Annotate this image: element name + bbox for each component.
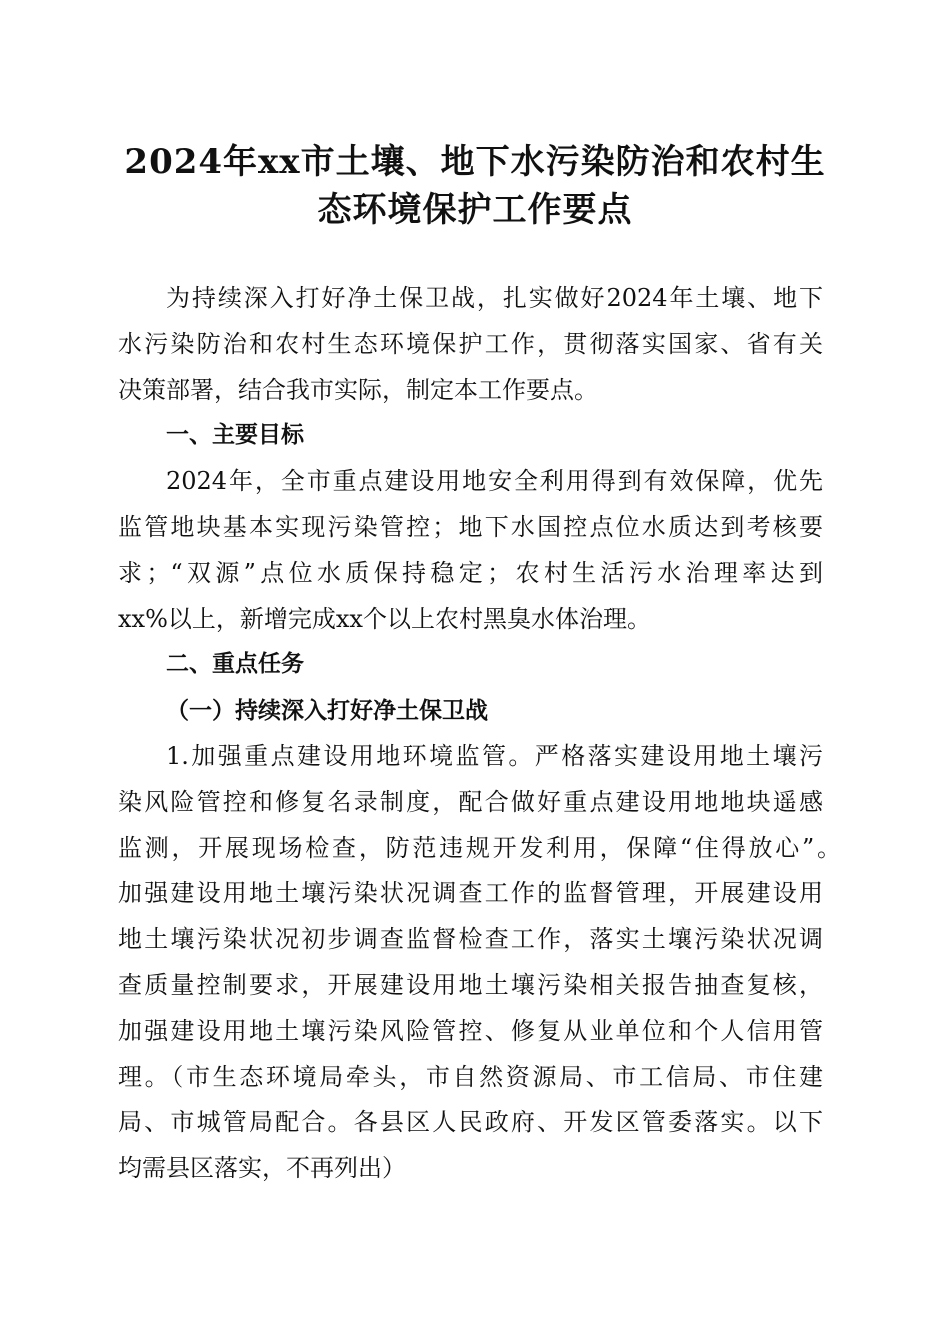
intro-paragraph	[118, 276, 823, 413]
title-line-2: 态环境保护工作要点	[317, 190, 633, 230]
task-paragraph	[118, 734, 841, 1192]
document-body	[118, 276, 841, 1192]
paragraph-line: 为持续深入打好净土保卫战，扎实做好2024年土壤、地下	[166, 284, 823, 312]
paragraph-line: xx%以上，新增完成xx个以上农村黑臭水体治理。	[118, 604, 651, 633]
goals-paragraph	[118, 459, 823, 642]
paragraph-line: 决策部署，结合我市实际，制定本工作要点。	[118, 375, 598, 404]
paragraph-line: 查质量控制要求，开展建设用地土壤污染相关报告抽查复核，	[118, 970, 823, 999]
paragraph-line: 求；“双源”点位水质保持稳定；农村生活污水治理率达到	[118, 558, 823, 587]
paragraph-line: 理。（市生态环境局牵头，市自然资源局、市工信局、市住建	[118, 1062, 823, 1091]
subsection-heading: （一）持续深入打好净土保卫战	[166, 697, 488, 725]
paragraph-line: 监管地块基本实现污染管控；地下水国控点位水质达到考核要	[118, 512, 823, 541]
paragraph-line: 地土壤污染状况初步调查监督检查工作，落实土壤污染状况调	[118, 925, 823, 954]
paragraph-line: 均需县区落实，不再列出）	[118, 1154, 406, 1183]
paragraph-line: 加强建设用地土壤污染状况调查工作的监督管理，开展建设用	[118, 879, 823, 908]
document-title	[100, 138, 850, 234]
paragraph-line: 2024年，全市重点建设用地安全利用得到有效保障，优先	[166, 467, 823, 496]
title-line-1: 2024年xx市土壤、地下水污染防治和农村生	[124, 142, 826, 182]
paragraph-line: 监测，开展现场检查，防范违规开发利用，保障“住得放心”。	[118, 833, 841, 862]
section-heading-tasks: 二、重点任务	[166, 651, 304, 678]
paragraph-line: 局、市城管局配合。各县区人民政府、开发区管委落实。以下	[118, 1108, 823, 1137]
paragraph-line: 染风险管控和修复名录制度，配合做好重点建设用地地块遥感	[118, 787, 823, 816]
paragraph-line: 水污染防治和农村生态环境保护工作，贯彻落实国家、省有关	[118, 329, 823, 358]
section-heading-goals: 一、主要目标	[166, 422, 304, 449]
paragraph-line: 加强建设用地土壤污染风险管控、修复从业单位和个人信用管	[118, 1016, 823, 1045]
paragraph-line: 1.加强重点建设用地环境监管。严格落实建设用地土壤污	[166, 741, 823, 770]
